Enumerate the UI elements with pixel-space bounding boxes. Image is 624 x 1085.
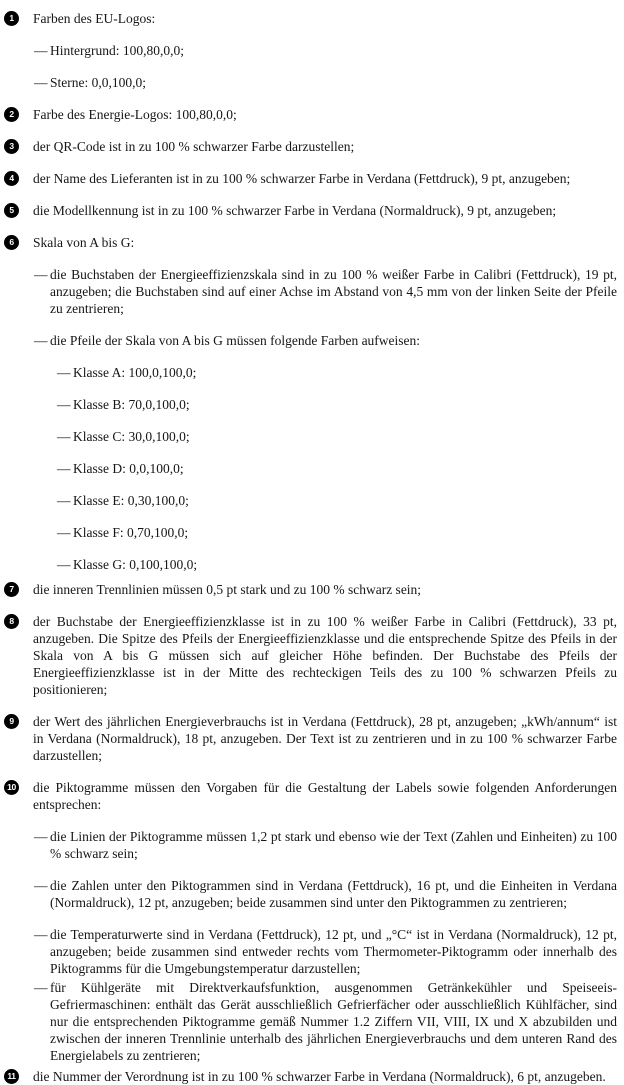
dash-bullet: —: [57, 557, 71, 572]
sub-item-text: Klasse G: 0,100,100,0;: [73, 557, 198, 572]
dash-bullet: —: [57, 429, 71, 444]
dash-bullet: —: [34, 333, 48, 348]
list-item: [4, 138, 617, 155]
item-number-badge: 5: [4, 203, 19, 218]
sub-item-text: Sterne: 0,0,100,0;: [50, 75, 146, 90]
list-item: [4, 202, 617, 219]
dash-bullet: —: [34, 829, 48, 844]
item-number-badge: 3: [4, 139, 19, 154]
sub-list-item: [4, 926, 617, 977]
sub-list-item: [4, 266, 617, 317]
sub-item-text: für Kühlgeräte mit Direktverkaufsfunktion, ausgenommen Getränkekühler und Speiseeis-Gefriermaschinen: enthält das Gerät ausschließlich Gefrierfächer oder ausschließlich Kühlfächer, sind nur die entsprechenden Piktogramme gemäß Nummer 1.2 Ziffern VII, VIII, IX und X abzubilden und zwischen der inneren Trennlinie unterhalb des jährlichen Energieverbrauchs und dem unteren Rand des Energielabels zu zentrieren;: [50, 980, 617, 1063]
item-number-badge: 1: [4, 11, 19, 26]
sub-item-text: Hintergrund: 100,80,0,0;: [50, 43, 184, 58]
sub-list-item: [4, 332, 617, 349]
sub-list-item: [4, 877, 617, 911]
item-text: der Wert des jährlichen Energieverbrauchs ist in Verdana (Fettdruck), 28 pt, anzugeben; „kWh/annum“ ist in Verdana (Normaldruck), 18 pt, anzugeben. Der Text ist zu zentrieren und in zu 100 % schwarzer Farbe darzustellen;: [33, 714, 617, 763]
sub-item-text: die Zahlen unter den Piktogrammen sind in Verdana (Fettdruck), 16 pt, und die Einheiten in Verdana (Normaldruck), 12 pt, anzugeben; beide zusammen sind unter den Piktogrammen zu zentrieren;: [50, 878, 617, 910]
dash-bullet: —: [57, 493, 71, 508]
dash-bullet: —: [34, 878, 48, 893]
item-number-badge: 10: [4, 780, 19, 795]
item-text: der Name des Lieferanten ist in zu 100 % schwarzer Farbe in Verdana (Fettdruck), 9 pt, anzugeben;: [33, 171, 571, 186]
item-text: die Modellkennung ist in zu 100 % schwarzer Farbe in Verdana (Normaldruck), 9 pt, anzugeben;: [33, 203, 557, 218]
numbered-list: [4, 10, 617, 1085]
sub-list-item: [4, 428, 617, 445]
item-text: die Nummer der Verordnung ist in zu 100 % schwarzer Farbe in Verdana (Normaldruck), 6 pt, anzugeben.: [33, 1069, 606, 1084]
item-text: die Piktogramme müssen den Vorgaben für die Gestaltung der Labels sowie folgenden Anforderungen entsprechen:: [33, 780, 617, 812]
item-number-badge: 4: [4, 171, 19, 186]
list-item: [4, 581, 617, 598]
item-number-badge: 2: [4, 107, 19, 122]
sub-item-text: Klasse C: 30,0,100,0;: [73, 429, 190, 444]
sub-list-item: [4, 42, 617, 59]
dash-bullet: —: [34, 267, 48, 282]
item-text: Farbe des Energie-Logos: 100,80,0,0;: [33, 107, 237, 122]
sub-list-item: [4, 979, 617, 1064]
sub-list-item: [4, 524, 617, 541]
sub-item-text: Klasse B: 70,0,100,0;: [73, 397, 190, 412]
sub-item-text: die Temperaturwerte sind in Verdana (Fettdruck), 12 pt, und „°C“ ist in Verdana (Normaldruck), 12 pt, anzugeben; beide zusammen sind entweder rechts vom Thermometer-Piktogramm oder innerhalb des Piktogramms für die Umgebungstemperatur darzustellen;: [50, 927, 617, 976]
item-text: der QR-Code ist in zu 100 % schwarzer Farbe darzustellen;: [33, 139, 355, 154]
item-number-badge: 7: [4, 582, 19, 597]
dash-bullet: —: [57, 525, 71, 540]
item-text: Skala von A bis G:: [33, 235, 135, 250]
list-item: [4, 106, 617, 123]
list-item: [4, 170, 617, 187]
sub-list-item: [4, 396, 617, 413]
list-item: [4, 779, 617, 813]
item-number-badge: 6: [4, 235, 19, 250]
item-text: die inneren Trennlinien müssen 0,5 pt stark und zu 100 % schwarz sein;: [33, 582, 422, 597]
item-number-badge: 8: [4, 614, 19, 629]
list-item: [4, 10, 617, 27]
sub-list-item: [4, 460, 617, 477]
dash-bullet: —: [34, 43, 48, 58]
sub-item-text: die Pfeile der Skala von A bis G müssen folgende Farben aufweisen:: [50, 333, 421, 348]
dash-bullet: —: [57, 461, 71, 476]
sub-item-text: Klasse F: 0,70,100,0;: [73, 525, 189, 540]
dash-bullet: —: [34, 980, 48, 995]
dash-bullet: —: [34, 927, 48, 942]
sub-list-item: [4, 556, 617, 573]
sub-list-item: [4, 828, 617, 862]
sub-item-text: Klasse A: 100,0,100,0;: [73, 365, 197, 380]
dash-bullet: —: [57, 365, 71, 380]
item-text: Farben des EU-Logos:: [33, 11, 156, 26]
list-item: [4, 613, 617, 698]
sub-item-text: die Buchstaben der Energieeffizienzskala sind in zu 100 % weißer Farbe in Calibri (Fettdruck), 19 pt, anzugeben; die Buchstaben sind auf einer Achse im Abstand von 4,5 mm von der linken Seite der Pfeile zu zentrieren;: [50, 267, 617, 316]
item-text: der Buchstabe der Energieeffizienzklasse ist in zu 100 % weißer Farbe in Calibri (Fettdruck), 33 pt, anzugeben. Die Spitze des Pfeils der Energieeffizienzklasse und die entsprechende Spitze des Pfeils in der Skala von A bis G müssen sich auf gleicher Höhe befinden. Der Buchstabe des Pfeils der Energieeffizienzklasse ist in der Mitte des rechteckigen Teils des zu 100 % schwarzen Pfeils zu positionieren;: [33, 614, 617, 697]
list-item: [4, 1068, 617, 1085]
list-item: [4, 713, 617, 764]
dash-bullet: —: [34, 75, 48, 90]
list-item: [4, 234, 617, 251]
sub-item-text: die Linien der Piktogramme müssen 1,2 pt stark und ebenso wie der Text (Zahlen und Einheiten) zu 100 % schwarz sein;: [50, 829, 617, 861]
sub-item-text: Klasse E: 0,30,100,0;: [73, 493, 189, 508]
sub-list-item: [4, 364, 617, 381]
sub-item-text: Klasse D: 0,0,100,0;: [73, 461, 184, 476]
item-number-badge: 9: [4, 714, 19, 729]
sub-list-item: [4, 492, 617, 509]
item-number-badge: 11: [4, 1069, 19, 1084]
sub-list-item: [4, 74, 617, 91]
dash-bullet: —: [57, 397, 71, 412]
